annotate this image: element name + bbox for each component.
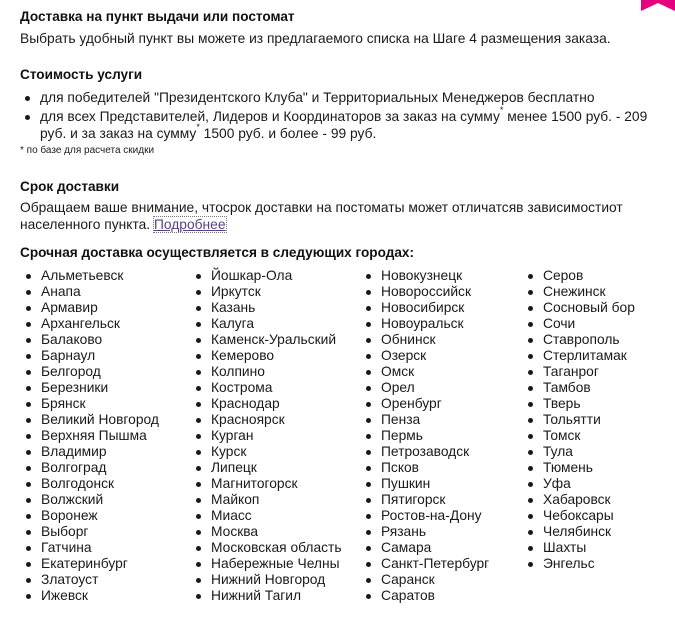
city-item: Иркутск (190, 284, 342, 300)
city-item: Тольятти (522, 412, 635, 428)
city-item: Ижевск (20, 588, 159, 604)
bullet-icon (196, 562, 201, 567)
city-item: Псков (360, 460, 489, 476)
bullet-icon (366, 370, 371, 375)
bullet-icon (26, 354, 31, 359)
bullet-icon (196, 514, 201, 519)
city-item: Саранск (360, 572, 489, 588)
bullet-icon (26, 466, 31, 471)
bullet-icon (366, 434, 371, 439)
city-item: Нижний Новгород (190, 572, 342, 588)
city-item: Тамбов (522, 380, 635, 396)
bullet-icon (366, 386, 371, 391)
city-item: Омск (360, 364, 489, 380)
city-item: Новоуральск (360, 316, 489, 332)
city-item: Балаково (20, 332, 159, 348)
bullet-icon (26, 482, 31, 487)
bullet-icon (196, 450, 201, 455)
city-item: Миасс (190, 508, 342, 524)
bullet-icon (26, 290, 31, 295)
city-item: Пятигорск (360, 492, 489, 508)
city-item: Архангельск (20, 316, 159, 332)
bullet-icon (26, 402, 31, 407)
city-item: Волжский (20, 492, 159, 508)
city-item: Серов (522, 268, 635, 284)
bullet-icon (26, 306, 31, 311)
bullet-icon (26, 322, 31, 327)
delivery-info (20, 6, 660, 604)
city-item: Курск (190, 444, 342, 460)
city-item: Стерлитамак (522, 348, 635, 364)
bullet-icon (366, 306, 371, 311)
city-item: Пенза (360, 412, 489, 428)
city-item: Кострома (190, 380, 342, 396)
bullet-icon (26, 434, 31, 439)
city-item: Озерск (360, 348, 489, 364)
cities-title: Срочная доставка осуществляется в следующих городах: (20, 245, 414, 260)
bullet-icon (366, 466, 371, 471)
city-item: Орел (360, 380, 489, 396)
bullet-icon (528, 338, 533, 343)
bullet-icon (26, 418, 31, 423)
bullet-icon (528, 466, 533, 471)
city-item: Уфа (522, 476, 635, 492)
bullet-icon (528, 306, 533, 311)
bullet-icon (366, 530, 371, 535)
bullet-icon (196, 338, 201, 343)
city-item: Нижний Тагил (190, 588, 342, 604)
bullet-icon (528, 402, 533, 407)
city-item: Выборг (20, 524, 159, 540)
bullet-icon (366, 482, 371, 487)
city-item: Йошкар-Ола (190, 268, 342, 284)
city-item: Екатеринбург (20, 556, 159, 572)
bullet-icon (196, 530, 201, 535)
bullet-icon (26, 530, 31, 535)
bullet-icon (196, 402, 201, 407)
term-title: Срок доставки (20, 179, 120, 194)
city-item: Верхняя Пышма (20, 428, 159, 444)
city-item: Калуга (190, 316, 342, 332)
city-column-4 (522, 268, 635, 572)
city-item: Шахты (522, 540, 635, 556)
bullet-icon (196, 546, 201, 551)
cost-item-free: для победителей "Президентского Клуба" и Территориальных Менеджеров бесплатно (20, 89, 660, 106)
city-item: Сочи (522, 316, 635, 332)
bullet-icon (528, 274, 533, 279)
city-item: Воронеж (20, 508, 159, 524)
city-item: Набережные Челны (190, 556, 342, 572)
city-item: Новокузнецк (360, 268, 489, 284)
footnote-marker: * (499, 105, 504, 115)
bullet-icon (26, 338, 31, 343)
city-item: Снежинск (522, 284, 635, 300)
city-item: Березники (20, 380, 159, 396)
bullet-icon (26, 370, 31, 375)
city-item: Московская область (190, 540, 342, 556)
city-item: Кемерово (190, 348, 342, 364)
city-item: Москва (190, 524, 342, 540)
bullet-icon (196, 594, 201, 599)
city-item: Краснодар (190, 396, 342, 412)
city-item: Новороссийск (360, 284, 489, 300)
bullet-icon (26, 546, 31, 551)
bullet-icon (528, 354, 533, 359)
bullet-icon (196, 498, 201, 503)
bullet-icon (26, 594, 31, 599)
bullet-icon (366, 418, 371, 423)
bullet-icon (196, 434, 201, 439)
city-item: Магнитогорск (190, 476, 342, 492)
city-item: Самара (360, 540, 489, 556)
bullet-icon (528, 450, 533, 455)
cost-list (20, 89, 660, 142)
city-item: Томск (522, 428, 635, 444)
bullet-icon (196, 418, 201, 423)
bullet-icon (528, 322, 533, 327)
bullet-icon (366, 274, 371, 279)
city-item: Пушкин (360, 476, 489, 492)
bullet-icon (196, 386, 201, 391)
city-item: Казань (190, 300, 342, 316)
bullet-icon (528, 562, 533, 567)
bullet-icon (528, 514, 533, 519)
city-item: Обнинск (360, 332, 489, 348)
bullet-icon (366, 594, 371, 599)
city-item: Анапа (20, 284, 159, 300)
city-item: Энгельс (522, 556, 635, 572)
bullet-icon (528, 434, 533, 439)
city-item: Оренбург (360, 396, 489, 412)
bullet-icon (26, 562, 31, 567)
city-item: Армавир (20, 300, 159, 316)
city-item: Саратов (360, 588, 489, 604)
city-item: Колпино (190, 364, 342, 380)
bullet-icon (366, 338, 371, 343)
city-item: Ростов-на-Дону (360, 508, 489, 524)
bullet-icon (528, 386, 533, 391)
bullet-icon (26, 386, 31, 391)
bullet-icon (528, 530, 533, 535)
city-item: Белгород (20, 364, 159, 380)
term-text: Обращаем ваше внимание, чтосрок доставки на постоматы может отличатсяв зависимостиот населенного пункта. Подробнее (20, 200, 623, 232)
bullet-icon (528, 498, 533, 503)
bullet-icon (26, 498, 31, 503)
city-item: Новосибирск (360, 300, 489, 316)
city-item: Красноярск (190, 412, 342, 428)
city-item: Барнаул (20, 348, 159, 364)
pickup-text: Выбрать удобный пункт вы можете из предлагаемого списка на Шаге 4 размещения заказа. (20, 31, 611, 46)
bullet-icon (366, 322, 371, 327)
city-item: Волгодонск (20, 476, 159, 492)
bullet-icon (528, 482, 533, 487)
bullet-icon (196, 354, 201, 359)
city-item: Альметьевск (20, 268, 159, 284)
bullet-icon (366, 450, 371, 455)
city-item: Рязань (360, 524, 489, 540)
city-item: Владимир (20, 444, 159, 460)
cost-title: Стоимость услуги (20, 67, 143, 82)
city-item: Великий Новгород (20, 412, 159, 428)
bullet-icon (196, 322, 201, 327)
footnote: * по базе для расчета скидки (20, 145, 155, 156)
city-item: Волгоград (20, 460, 159, 476)
city-item: Чебоксары (522, 508, 635, 524)
bullet-icon (25, 115, 30, 120)
more-link[interactable]: Подробнее (153, 217, 226, 232)
bullet-icon (26, 514, 31, 519)
bullet-icon (366, 498, 371, 503)
bullet-icon (196, 578, 201, 583)
bullet-icon (366, 290, 371, 295)
city-item: Челябинск (522, 524, 635, 540)
bullet-icon (366, 354, 371, 359)
bullet-icon (528, 418, 533, 423)
city-item: Хабаровск (522, 492, 635, 508)
bullet-icon (528, 290, 533, 295)
bullet-icon (25, 96, 30, 101)
city-column-3 (360, 268, 489, 604)
city-item: Брянск (20, 396, 159, 412)
city-item: Петрозаводск (360, 444, 489, 460)
city-column-2 (190, 268, 342, 604)
bullet-icon (528, 546, 533, 551)
city-item: Тверь (522, 396, 635, 412)
city-item: Курган (190, 428, 342, 444)
city-item: Санкт-Петербург (360, 556, 489, 572)
bullet-icon (366, 514, 371, 519)
footnote-marker: * (196, 122, 200, 132)
city-columns (20, 268, 660, 604)
bullet-icon (366, 402, 371, 407)
city-item: Пермь (360, 428, 489, 444)
bullet-icon (196, 466, 201, 471)
city-item: Каменск-Уральский (190, 332, 342, 348)
city-item: Гатчина (20, 540, 159, 556)
cost-item-paid: для всех Представителей, Лидеров и Координаторов за заказ на сумму* менее 1500 руб. - 209 руб. и за заказ на сумму* 1500 руб. и более - 99 руб. (20, 108, 660, 142)
bullet-icon (366, 546, 371, 551)
city-item: Тюмень (522, 460, 635, 476)
city-item: Таганрог (522, 364, 635, 380)
bullet-icon (196, 482, 201, 487)
bullet-icon (366, 562, 371, 567)
city-item: Златоуст (20, 572, 159, 588)
pickup-title: Доставка на пункт выдачи или постомат (20, 9, 295, 24)
city-item: Тула (522, 444, 635, 460)
bullet-icon (196, 370, 201, 375)
bullet-icon (26, 274, 31, 279)
bullet-icon (196, 274, 201, 279)
city-item: Ставрополь (522, 332, 635, 348)
bullet-icon (26, 578, 31, 583)
bullet-icon (366, 578, 371, 583)
bullet-icon (26, 450, 31, 455)
city-item: Липецк (190, 460, 342, 476)
bullet-icon (196, 306, 201, 311)
bullet-icon (196, 290, 201, 295)
city-column-1 (20, 268, 159, 604)
city-item: Сосновый бор (522, 300, 635, 316)
city-item: Майкоп (190, 492, 342, 508)
bullet-icon (528, 370, 533, 375)
